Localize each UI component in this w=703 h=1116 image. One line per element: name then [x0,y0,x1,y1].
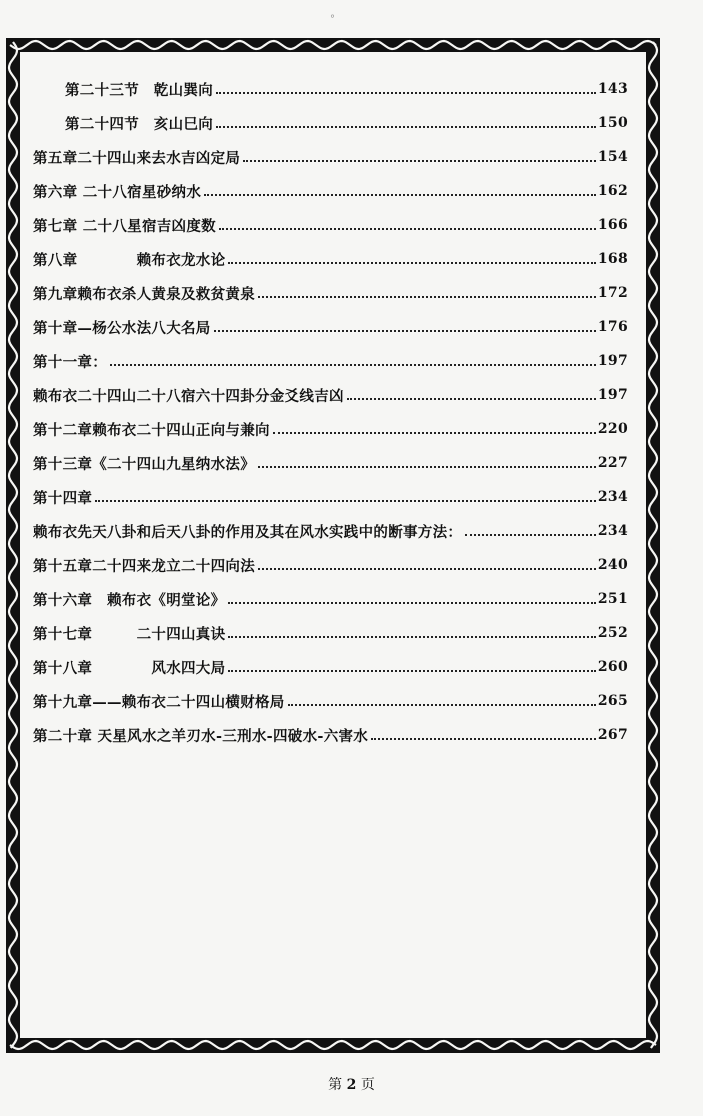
toc-entry-title: 第十二章赖布衣二十四山正向与兼向 [33,421,270,439]
toc-entry [33,140,628,174]
toc-entry-title: 第十章—杨公水法八大名局 [33,319,211,337]
toc-dot-leader [347,384,596,400]
toc-entry-title: 第十七章 二十四山真诀 [33,625,226,643]
toc-dot-leader [204,180,596,196]
toc-dot-leader [288,690,596,706]
toc-entry-title: 第二十四节 亥山巳向 [65,115,213,133]
toc-entry [33,616,628,650]
toc-entry [33,480,628,514]
toc-entry-page: 260 [597,659,628,675]
toc-dot-leader [110,350,596,366]
toc-entry-page: 252 [597,625,628,641]
toc-entry-page: 166 [597,217,628,233]
toc-dot-leader [258,554,596,570]
toc-entry-page: 251 [597,591,628,607]
footer-prefix: 第 [328,1077,343,1093]
toc-entry-title: 第十三章《二十四山九星纳水法》 [33,455,255,473]
toc-entry-title: 第二十三节 乾山巽向 [65,81,213,99]
toc-dot-leader [216,78,596,94]
toc-entry-title: 第七章 二十八星宿吉凶度数 [33,217,216,235]
toc-entry [33,684,628,718]
toc-entry [33,276,628,310]
toc-entry-page: 176 [597,319,628,335]
toc-entry [33,582,628,616]
toc-entry-title: 第十九章——赖布衣二十四山横财格局 [33,693,285,711]
toc-entry-page: 234 [597,523,628,539]
toc-entry-page: 172 [597,285,628,301]
page-speck: ° [330,14,335,25]
toc-entry-page: 220 [597,421,628,437]
toc-entry-title: 第十八章 风水四大局 [33,659,226,677]
toc-entry-page: 240 [597,557,628,573]
toc-dot-leader [465,520,596,536]
toc-dot-leader [258,282,596,298]
toc-entry-title: 赖布衣先天八卦和后天八卦的作用及其在风水实践中的断事方法： [33,523,463,541]
footer-page-number: 2 [346,1077,357,1093]
toc-dot-leader [273,418,596,434]
toc-dot-leader [228,622,595,638]
toc-entry-page: 162 [597,183,628,199]
toc-entry-title: 赖布衣二十四山二十八宿六十四卦分金爻线吉凶 [33,387,344,405]
toc-entry [33,344,628,378]
toc-entry [33,548,628,582]
toc-entry-title: 第十六章 赖布衣《明堂论》 [33,591,226,609]
toc-entry-page: 197 [597,387,628,403]
toc-entry-page: 143 [597,81,628,97]
toc-dot-leader [243,146,596,162]
toc-entry-page: 227 [597,455,628,471]
toc-dot-leader [228,588,595,604]
toc-entry [33,242,628,276]
toc-entry [33,72,628,106]
toc-dot-leader [95,486,596,502]
toc-entry-title: 第六章 二十八宿星砂纳水 [33,183,202,201]
toc-dot-leader [219,214,596,230]
table-of-contents [33,72,628,752]
toc-entry-page: 234 [597,489,628,505]
toc-entry [33,718,628,752]
toc-dot-leader [371,724,596,740]
toc-dot-leader [228,656,595,672]
toc-entry-title: 第八章 赖布衣龙水论 [33,251,226,269]
toc-entry-title: 第二十章 天星风水之羊刃水-三刑水-四破水-六害水 [33,727,369,745]
toc-entry-title: 第九章赖布衣杀人黄泉及救贫黄泉 [33,285,255,303]
toc-entry [33,174,628,208]
toc-entry [33,310,628,344]
toc-entry-page: 267 [597,727,628,743]
toc-entry [33,650,628,684]
page-footer [0,1074,703,1094]
toc-entry-title: 第十四章 [33,489,93,507]
toc-entry-page: 197 [597,353,628,369]
toc-entry-title: 第五章二十四山来去水吉凶定局 [33,149,241,167]
toc-entry-page: 150 [597,115,628,131]
toc-entry-page: 168 [597,251,628,267]
toc-dot-leader [258,452,596,468]
toc-dot-leader [228,248,595,264]
toc-entry-page: 154 [597,149,628,165]
toc-entry [33,208,628,242]
toc-entry [33,514,628,548]
toc-entry [33,378,628,412]
toc-entry-page: 265 [597,693,628,709]
footer-suffix: 页 [360,1077,375,1093]
toc-entry-title: 第十一章： [33,353,107,371]
toc-dot-leader [216,112,596,128]
toc-entry [33,412,628,446]
toc-entry-title: 第十五章二十四来龙立二十四向法 [33,557,255,575]
toc-entry [33,106,628,140]
toc-entry [33,446,628,480]
toc-dot-leader [214,316,596,332]
